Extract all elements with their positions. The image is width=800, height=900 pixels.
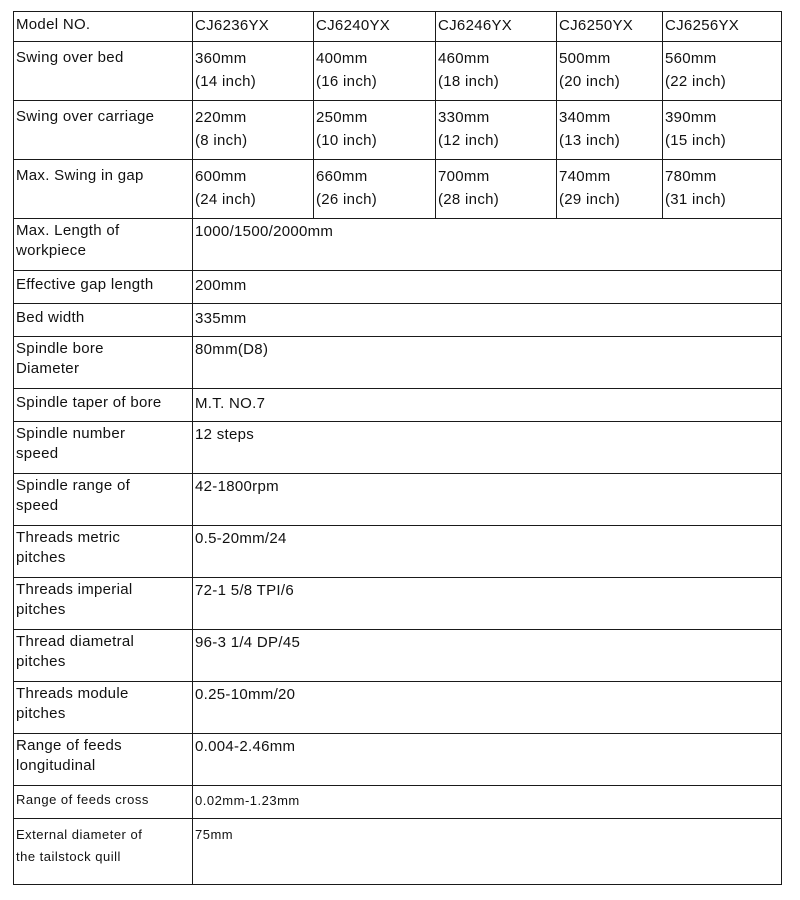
table-row-thread-diametral-pitches xyxy=(14,630,782,682)
value-cell xyxy=(436,101,557,160)
row-label-line: the tailstock quill xyxy=(16,849,121,864)
metric-value: 660mm xyxy=(316,168,368,185)
value-cell xyxy=(557,42,663,101)
value-cell xyxy=(663,42,782,101)
table-row-range-of-feeds-longitudinal xyxy=(14,734,782,786)
imperial-value: (26 inch) xyxy=(316,191,378,208)
metric-value: 700mm xyxy=(438,168,490,185)
table-row-spindle-bore-diameter xyxy=(14,337,782,389)
imperial-value: (20 inch) xyxy=(559,73,621,90)
value-cell xyxy=(436,160,557,219)
row-label-line: workpiece xyxy=(16,242,87,259)
model-cell: CJ6250YX xyxy=(557,12,663,42)
imperial-value: (8 inch) xyxy=(195,132,248,149)
metric-value: 780mm xyxy=(665,168,717,185)
row-label: Swing over carriage xyxy=(14,101,193,160)
row-label-line: Threads imperial xyxy=(16,581,133,598)
row-label: Effective gap length xyxy=(14,271,193,304)
metric-value: 220mm xyxy=(195,109,247,126)
value-cell xyxy=(557,160,663,219)
model-cell: CJ6246YX xyxy=(436,12,557,42)
row-label-line: Max. Length of xyxy=(16,222,120,239)
spec-value: 42-1800rpm xyxy=(193,474,782,526)
table-row-max-length-of-workpiece xyxy=(14,219,782,271)
spec-value: 200mm xyxy=(193,271,782,304)
table-row-spindle-number-speed xyxy=(14,422,782,474)
row-label-line: Diameter xyxy=(16,360,80,377)
imperial-value: (31 inch) xyxy=(665,191,727,208)
row-label: Range of feeds cross xyxy=(14,786,193,819)
table-row-effective-gap-length xyxy=(14,271,782,304)
row-label: Bed width xyxy=(14,304,193,337)
imperial-value: (14 inch) xyxy=(195,73,257,90)
imperial-value: (29 inch) xyxy=(559,191,621,208)
spec-value: 0.004-2.46mm xyxy=(193,734,782,786)
row-label-line: Range of feeds xyxy=(16,737,122,754)
value-cell xyxy=(193,42,314,101)
row-label-line: pitches xyxy=(16,653,66,670)
row-label-line: speed xyxy=(16,497,59,514)
row-label-line: External diameter of xyxy=(16,827,143,842)
imperial-value: (10 inch) xyxy=(316,132,378,149)
table-row-spindle-taper-of-bore xyxy=(14,389,782,422)
imperial-value: (16 inch) xyxy=(316,73,378,90)
value-cell xyxy=(193,160,314,219)
table-row-range-of-feeds-cross xyxy=(14,786,782,819)
row-label xyxy=(14,337,193,389)
header-label-cell: Model NO. xyxy=(14,12,193,42)
spec-value: 0.02mm-1.23mm xyxy=(193,786,782,819)
row-label xyxy=(14,474,193,526)
metric-value: 740mm xyxy=(559,168,611,185)
value-cell xyxy=(314,42,436,101)
spec-value: 0.25-10mm/20 xyxy=(193,682,782,734)
table-row-max-swing-in-gap xyxy=(14,160,782,219)
row-label-line: Threads module xyxy=(16,685,129,702)
value-cell xyxy=(557,101,663,160)
spec-value: 1000/1500/2000mm xyxy=(193,219,782,271)
value-cell xyxy=(314,160,436,219)
table-row-threads-metric-pitches xyxy=(14,526,782,578)
imperial-value: (22 inch) xyxy=(665,73,727,90)
metric-value: 500mm xyxy=(559,50,611,67)
value-cell xyxy=(193,101,314,160)
row-label xyxy=(14,819,193,885)
metric-value: 560mm xyxy=(665,50,717,67)
row-label-line: pitches xyxy=(16,601,66,618)
metric-value: 250mm xyxy=(316,109,368,126)
table-row-threads-imperial-pitches xyxy=(14,578,782,630)
value-cell xyxy=(663,160,782,219)
table-header-row xyxy=(14,12,782,42)
row-label-line: Thread diametral xyxy=(16,633,135,650)
metric-value: 330mm xyxy=(438,109,490,126)
imperial-value: (24 inch) xyxy=(195,191,257,208)
row-label xyxy=(14,578,193,630)
row-label-line: speed xyxy=(16,445,59,462)
imperial-value: (18 inch) xyxy=(438,73,500,90)
row-label-line: pitches xyxy=(16,705,66,722)
spec-value: M.T. NO.7 xyxy=(193,389,782,422)
row-label xyxy=(14,422,193,474)
specification-table xyxy=(13,11,782,885)
row-label-line: Threads metric xyxy=(16,529,121,546)
row-label-line: Spindle bore xyxy=(16,340,104,357)
imperial-value: (13 inch) xyxy=(559,132,621,149)
imperial-value: (12 inch) xyxy=(438,132,500,149)
row-label: Max. Swing in gap xyxy=(14,160,193,219)
imperial-value: (15 inch) xyxy=(665,132,727,149)
row-label-line: Spindle range of xyxy=(16,477,131,494)
table-row-swing-over-bed xyxy=(14,42,782,101)
model-cell: CJ6240YX xyxy=(314,12,436,42)
metric-value: 600mm xyxy=(195,168,247,185)
table-row-tailstock-quill-diameter xyxy=(14,819,782,885)
metric-value: 390mm xyxy=(665,109,717,126)
model-cell: CJ6256YX xyxy=(663,12,782,42)
table-row-threads-module-pitches xyxy=(14,682,782,734)
spec-value: 0.5-20mm/24 xyxy=(193,526,782,578)
value-cell xyxy=(314,101,436,160)
metric-value: 360mm xyxy=(195,50,247,67)
value-cell xyxy=(436,42,557,101)
spec-value: 75mm xyxy=(193,819,782,885)
row-label-line: longitudinal xyxy=(16,757,96,774)
spec-value: 335mm xyxy=(193,304,782,337)
value-cell xyxy=(663,101,782,160)
table-row-spindle-range-of-speed xyxy=(14,474,782,526)
row-label xyxy=(14,734,193,786)
row-label: Spindle taper of bore xyxy=(14,389,193,422)
spec-value: 80mm(D8) xyxy=(193,337,782,389)
metric-value: 340mm xyxy=(559,109,611,126)
spec-value: 72-1 5/8 TPI/6 xyxy=(193,578,782,630)
row-label xyxy=(14,219,193,271)
row-label xyxy=(14,526,193,578)
row-label-line: pitches xyxy=(16,549,66,566)
metric-value: 460mm xyxy=(438,50,490,67)
spec-value: 12 steps xyxy=(193,422,782,474)
row-label xyxy=(14,630,193,682)
imperial-value: (28 inch) xyxy=(438,191,500,208)
metric-value: 400mm xyxy=(316,50,368,67)
row-label: Swing over bed xyxy=(14,42,193,101)
table-row-swing-over-carriage xyxy=(14,101,782,160)
row-label-line: Spindle number xyxy=(16,425,126,442)
spec-value: 96-3 1/4 DP/45 xyxy=(193,630,782,682)
row-label xyxy=(14,682,193,734)
table-row-bed-width xyxy=(14,304,782,337)
model-cell: CJ6236YX xyxy=(193,12,314,42)
